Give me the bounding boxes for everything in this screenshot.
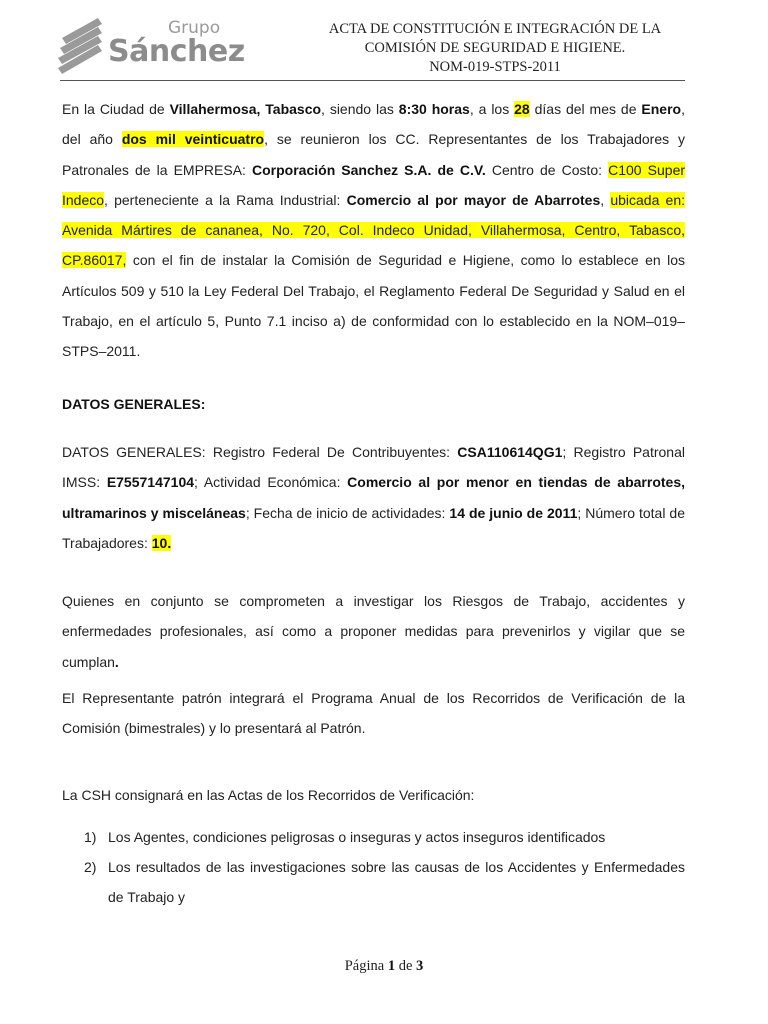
heading-line-3: NOM-019-STPS-2011 xyxy=(429,59,561,75)
document-body xyxy=(62,94,685,810)
logo-stripes-icon xyxy=(58,16,106,76)
logo-group-text: Grupo xyxy=(168,18,221,38)
rfc-value: CSA110614QG1 xyxy=(457,443,563,460)
section-title: DATOS GENERALES: xyxy=(62,395,206,412)
start-date-value: 14 de junio de 2011 xyxy=(449,504,578,521)
list-item xyxy=(84,852,685,912)
meeting-year: dos mil veinticuatro xyxy=(121,131,265,148)
meeting-time: 8:30 horas xyxy=(398,101,470,117)
list-item-text: Los Agentes, condiciones peligrosas o inseguras y actos inseguros identificados xyxy=(108,829,606,845)
intro-paragraph: En la Ciudad de Villahermosa, Tabasco, siendo las 8:30 horas, a los 28 días del mes de Enero, del año dos mil veinticuatro, se reunieron los CC. Representantes de los Trabajadores y Patronales de la EMPRESA: Corporación Sanchez S.A. de C.V. Centro de Costo: C100 Super Indeco, perteneciente a la Rama Industrial: Comercio al por mayor de Abarrotes, ubicada en: Avenida Mártires de cananea, No. 720, Col. Indeco Unidad, Villahermosa, Centro, Tabasco, CP.86017, con el fin de instalar la Comisión de Seguridad e Higiene, como lo establece en los Artículos 509 y 510 la Ley Federal Del Trabajo, el Reglamento Federal De Seguridad y Salud en el Trabajo, en el artículo 5, Punto 7.1 inciso a) de conformidad con lo establecido en la NOM–019–STPS–2011. xyxy=(62,101,686,360)
activity-value: Comercio al por menor en tiendas de abarrotes, ultramarinos y misceláneas xyxy=(62,474,685,521)
list-item-number: 1) xyxy=(84,829,97,845)
header-divider xyxy=(60,80,685,81)
verification-list xyxy=(84,822,685,912)
company-name: Corporación Sanchez S.A. de C.V. xyxy=(252,161,486,178)
list-item-text: Los resultados de las investigaciones sobre las causas de los Accidentes y Enfermedades de Trabajo y xyxy=(108,859,685,905)
document-heading xyxy=(300,20,690,77)
company-logo xyxy=(58,14,245,76)
page-number: Página 1 de 3 xyxy=(344,958,424,974)
imss-value: E7557147104 xyxy=(106,474,195,491)
meeting-day: 28 xyxy=(514,101,530,117)
city: Villahermosa, Tabasco xyxy=(169,101,322,117)
workers-count: 10. xyxy=(151,534,172,551)
industrial-branch: Comercio al por mayor de Abarrotes xyxy=(346,191,601,208)
logo-name-text: Sánchez xyxy=(108,34,245,69)
general-data-paragraph: DATOS GENERALES: Registro Federal De Contribuyentes: CSA110614QG1; Registro Patronal IMSS: E7557147104; Actividad Económica: Comercio al por menor en tiendas de abarrotes, ultramarinos y misceláneas; Fecha de inicio de actividades: 14 de junio de 2011; Número total de Trabajadores: 10. xyxy=(62,443,685,551)
cost-center: C100 Super Indeco xyxy=(62,161,686,208)
company-address: ubicada en: Avenida Mártires de cananea, No. 720, Col. Indeco Unidad, Villahermosa, Centro, Tabasco, CP.86017, xyxy=(62,191,686,269)
heading-line-2: COMISIÓN DE SEGURIDAD E HIGIENE. xyxy=(364,40,626,56)
csh-paragraph: La CSH consignará en las Actas de los Recorridos de Verificación: xyxy=(62,786,475,803)
meeting-month: Enero xyxy=(641,101,682,117)
list-item-number: 2) xyxy=(84,859,97,875)
heading-line-1: ACTA DE CONSTITUCIÓN E INTEGRACIÓN DE LA xyxy=(328,21,662,37)
program-paragraph: El Representante patrón integrará el Programa Anual de los Recorridos de Verificación de la Comisión (bimestrales) y lo presentará al Patrón. xyxy=(62,690,685,737)
list-item xyxy=(84,822,685,852)
commitment-paragraph: Quienes en conjunto se comprometen a investigar los Riesgos de Trabajo, accidentes y enfermedades profesionales, así como a proponer medidas para prevenirlos y vigilar que se cumplan. xyxy=(62,593,685,670)
